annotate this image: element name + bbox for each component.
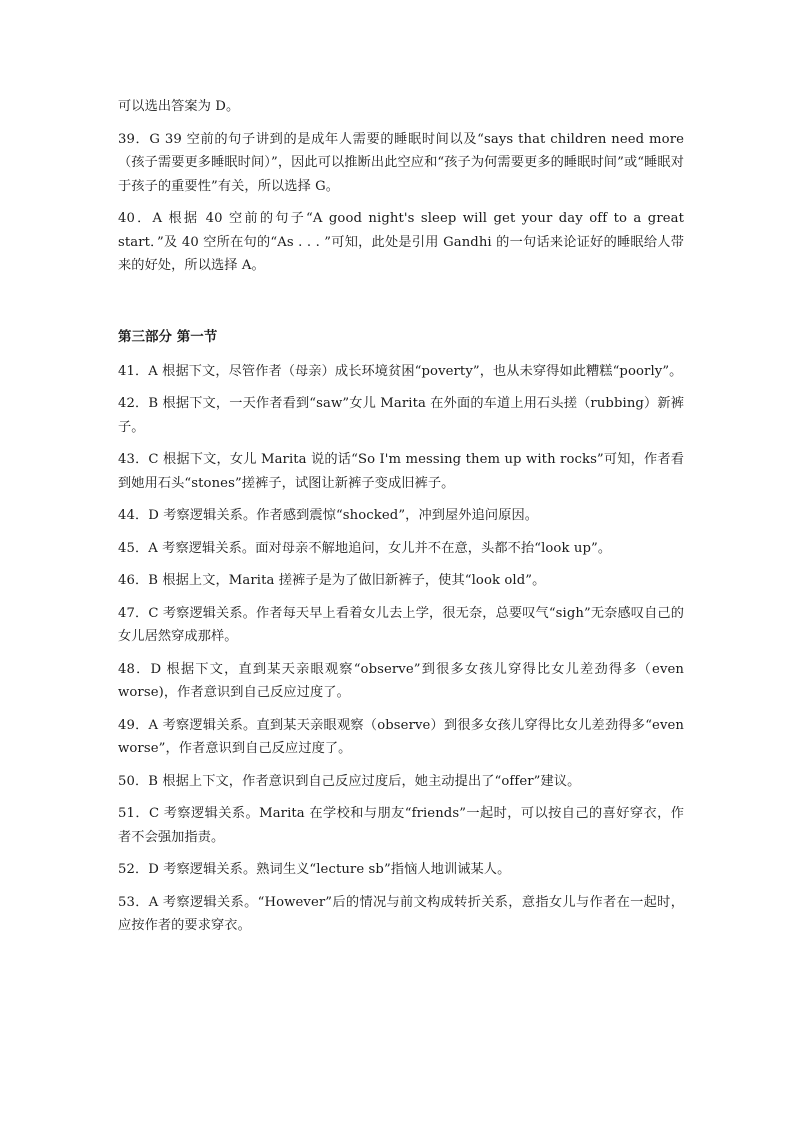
answer-list-part1 bbox=[118, 128, 684, 278]
answer-item-45: 45．A 考察逻辑关系。面对母亲不解地追问，女儿并不在意，头都不抬“look up”。 bbox=[118, 540, 612, 556]
answer-item-51: 51．C 考察逻辑关系。Marita 在学校和与朋友“friends”一起时，可以按自己的喜好穿衣，作者不会强加指责。 bbox=[118, 806, 684, 845]
answer-item-42: 42．B 根据下文，一天作者看到“saw”女儿 Marita 在外面的车道上用石头搓（rubbing）新裤子。 bbox=[118, 396, 684, 435]
answer-item-50: 50．B 根据上下文，作者意识到自己反应过度后，她主动提出了“offer”建议。 bbox=[118, 773, 581, 789]
answer-list-part2 bbox=[118, 360, 684, 938]
answer-item-49: 49．A 考察逻辑关系。直到某天亲眼观察（observe）到很多女孩儿穿得比女儿差劲得多“even worse”，作者意识到自己反应过度了。 bbox=[118, 717, 684, 756]
answer-item-39: 39．G 39 空前的句子讲到的是成年人需要的睡眠时间以及“says that children need more（孩子需要更多睡眠时间）”，因此可以推断出此空应和“孩子为何需要更多的睡眠时间”或“睡眠对于孩子的重要性”有关，所以选择 G。 bbox=[118, 131, 684, 194]
document-page bbox=[118, 95, 684, 947]
answer-item-48: 48．D 根据下文，直到某天亲眼观察“observe”到很多女孩儿穿得比女儿差劲得多（even worse)，作者意识到自己反应过度了。 bbox=[118, 661, 684, 700]
answer-item-47: 47．C 考察逻辑关系。作者每天早上看着女儿去上学，很无奈，总要叹气“sigh”无奈感叹自己的女儿居然穿成那样。 bbox=[118, 605, 684, 644]
section-heading: 第三部分 第一节 bbox=[118, 328, 218, 345]
answer-item-52: 52．D 考察逻辑关系。熟词生义“lecture sb”指恼人地训诫某人。 bbox=[118, 862, 511, 877]
answer-item-40: 40．A 根据 40 空前的句子“A good night's sleep will get your day off to a great start．”及 40 空所在句的“As . . . ”可知，此处是引用 Gandhi 的一句话来论证好的睡眠给人带来的好处，所以选择 A。 bbox=[118, 211, 684, 273]
answer-item-43: 43．C 根据下文，女儿 Marita 说的话“So I'm messing them up with rocks”可知，作者看到她用石头“stones”搓裤子，试图让新裤子变成旧裤子。 bbox=[118, 452, 684, 491]
answer-item-44: 44．D 考察逻辑关系。作者感到震惊“shocked”，冲到屋外追问原因。 bbox=[118, 508, 539, 523]
answer-item-41: 41．A 根据下文，尽管作者（母亲）成长环境贫困“poverty”，也从未穿得如此糟糕“poorly”。 bbox=[118, 363, 683, 379]
intro-line: 可以选出答案为 D。 bbox=[118, 99, 240, 114]
answer-item-46: 46．B 根据上文，Marita 搓裤子是为了做旧新裤子，使其“look old”。 bbox=[118, 573, 546, 588]
answer-item-53: 53．A 考察逻辑关系。“However”后的情况与前文构成转折关系，意指女儿与作者在一起时，应按作者的要求穿衣。 bbox=[118, 894, 684, 933]
